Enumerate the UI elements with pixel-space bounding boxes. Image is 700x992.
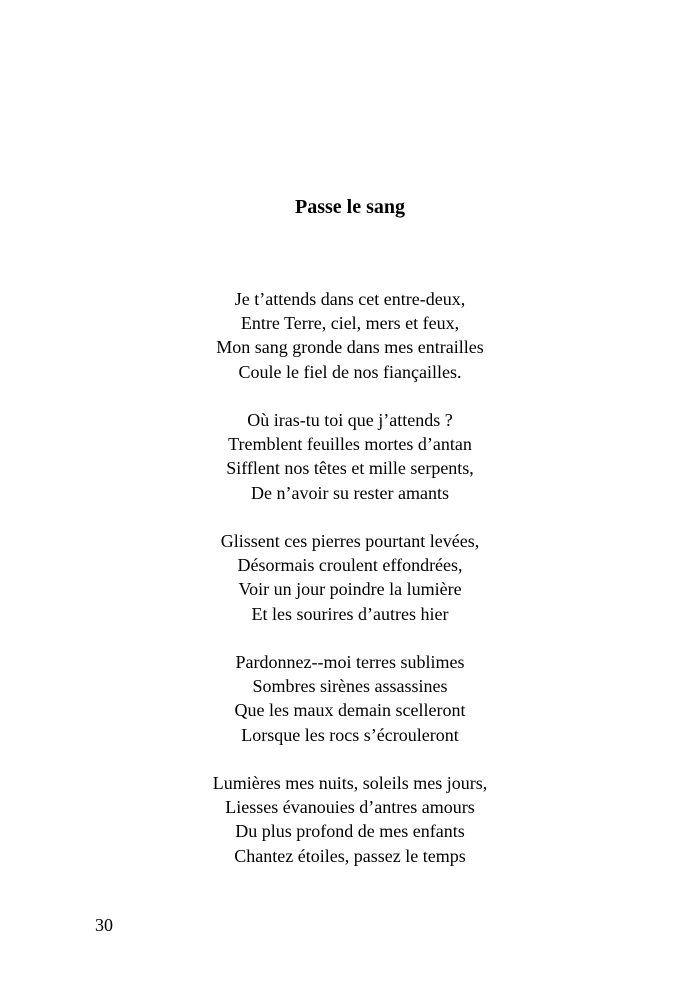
- verse-line: Pardonnez--moi terres sublimes: [235, 652, 465, 672]
- verse-line: Mon sang gronde dans mes entrailles: [216, 337, 484, 358]
- stanza: [0, 287, 700, 384]
- verse-line: Tremblent feuilles mortes d’antan: [228, 434, 472, 455]
- verse-line: Lorsque les rocs s’écrouleront: [241, 724, 459, 745]
- stanza: [0, 771, 700, 868]
- verse-line: Coule le fiel de nos fiançailles.: [238, 361, 462, 382]
- stanza: [0, 529, 700, 626]
- verse-line: Du plus profond de mes enfants: [235, 821, 465, 842]
- verse-line: Voir un jour poindre la lumière: [238, 579, 462, 600]
- verse-line: Chantez étoiles, passez le temps: [234, 845, 466, 866]
- verse-line: Et les sourires d’autres hier: [251, 603, 449, 624]
- verse-line: Où iras-tu toi que j’attends ?: [247, 410, 453, 430]
- verse-line: De n’avoir su rester amants: [251, 482, 449, 503]
- verse-line: Je t’attends dans cet entre-deux,: [234, 289, 466, 309]
- stanza: [0, 408, 700, 505]
- verse-line: Sifflent nos têtes et mille serpents,: [226, 458, 474, 479]
- verse-line: Lumières mes nuits, soleils mes jours,: [212, 773, 488, 793]
- page-number: 30: [95, 915, 113, 935]
- stanza: [0, 650, 700, 747]
- verse-line: Désormais croulent effondrées,: [237, 555, 463, 576]
- verse-line: Sombres sirènes assassines: [252, 676, 448, 697]
- verse-line: Que les maux demain scelleront: [234, 700, 466, 721]
- verse-line: Liesses évanouies d’antres amours: [225, 797, 475, 818]
- poem-body: [0, 287, 700, 892]
- poem-title: Passe le sang: [295, 196, 405, 218]
- verse-line: Entre Terre, ciel, mers et feux,: [240, 313, 460, 334]
- verse-line: Glissent ces pierres pourtant levées,: [220, 531, 480, 551]
